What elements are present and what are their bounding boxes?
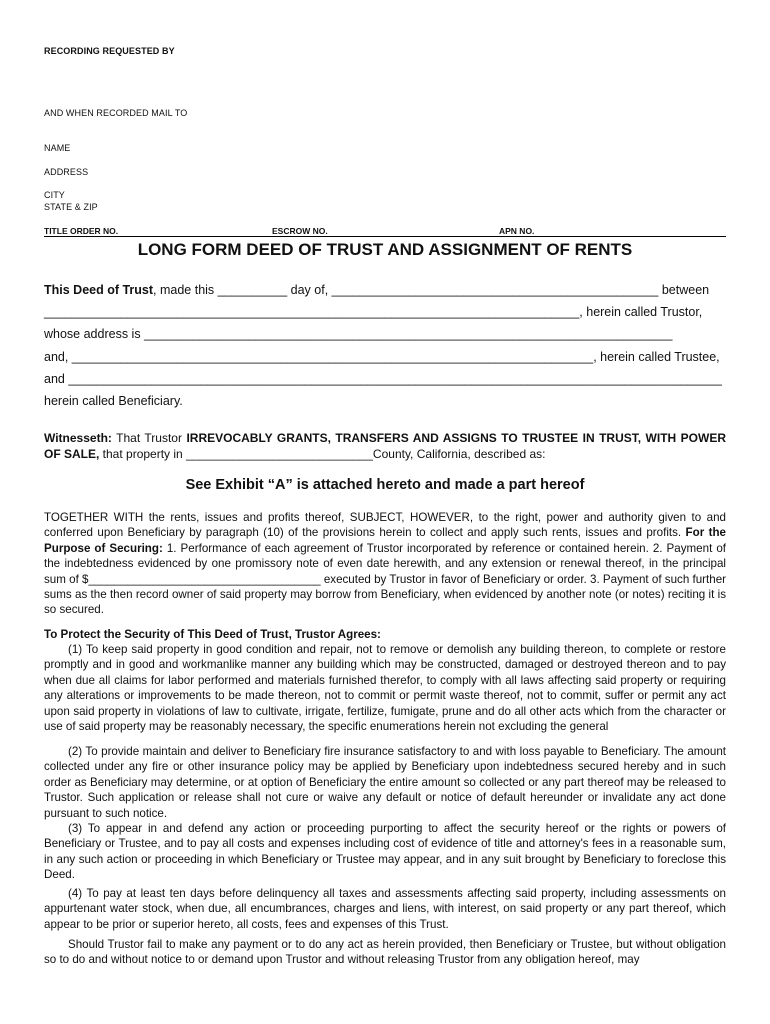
covenant-3-paragraph: (3) To appear in and defend any action or proceeding purporting to affect the security hereof or the rights or powers of Beneficiary or Trustee, and to pay all costs and expenses including cost of evidence of title and attorney's fees in a reasonable sum, in any such action or proceeding in which Beneficiary or Trustee may appear, and in any suit brought by Beneficiary to foreclose this Deed. (44, 822, 726, 882)
when-recorded-mail-to-label: AND WHEN RECORDED MAIL TO (44, 108, 188, 118)
covenant-4-paragraph: (4) To pay at least ten days before delinquency all taxes and assessments affecting said property, including assessments on appurtenant water stock, when due, all encumbrances, charges and liens, with interest, on said property or any part thereof, which appear to be prior or superior hereto, all costs, fees and expenses of this Trust. (44, 887, 726, 931)
covenant-2-paragraph: (2) To provide maintain and deliver to Beneficiary fire insurance satisfactory to and with loss payable to Beneficiary. The amount collected under any fire or other insurance policy may be applied by Beneficiary upon indebtedness secured hereby and in such order as Beneficiary may determine, or at option of Beneficiary the entire amount so collected or any part thereof may be released to Trustor. Such application or release shall not cure or waive any default or notice of default hereunder or invalidate any act done pursuant to such notice. (44, 745, 726, 820)
date-and-between-text: , made this __________ day of, _______________________________________________ between (153, 283, 710, 297)
together-with-text: TOGETHER WITH the rents, issues and profits thereof, SUBJECT, HOWEVER, to the right, power and authority given to and conferred upon Beneficiary by paragraph (10) of the provisions herein to collect and apply such rents, issues and profits. (44, 511, 726, 540)
deed-of-trust-label: This Deed of Trust (44, 283, 154, 297)
beneficiary-line: and ______________________________________________________________________________________________ (44, 372, 722, 386)
covenant-1-paragraph: (1) To keep said property in good condition and repair, not to remove or demolish any building thereon, to complete or restore promptly and in good and workmanlike manner any building which may be constructed, damaged or destroyed thereon and to pay when due all claims for labor performed and materials furnished therefor, to comply with all laws affecting said property or requiring any alterations or improvements to be made thereon, not to commit or permit waste thereof, not to commit, suffer or permit any act upon said property in violations of law to cultivate, irrigate, fertilize, fumigate, prune and do all other acts which from the character or use of said property may be reasonably necessary, the specific enumerations herein not excluding the general (44, 643, 726, 734)
city-label: CITY (44, 190, 65, 200)
together-with-paragraph (44, 510, 726, 618)
deed-parties-line-1 (44, 282, 734, 298)
purpose-of-securing-label: For the Purpose of Securing: (44, 526, 726, 555)
trustor-failure-paragraph: Should Trustor fail to make any payment or to do any act as herein provided, then Beneficiary or Trustee, but without obligation so to do and without notice to or demand upon Trustor and without releasing Trustor from any obligation hereof, may (44, 938, 726, 967)
witnesseth-clause (44, 430, 726, 462)
apn-no-label: APN NO. (499, 226, 535, 236)
trustor-line: _____________________________________________________________________________, herein called Trustor, (44, 305, 703, 319)
grant-clause: IRREVOCABLY GRANTS, TRANSFERS AND ASSIGNS TO TRUSTEE IN TRUST, WITH POWER OF SALE, (44, 431, 726, 461)
witnesseth-text-2: that property in ____________________________County, California, described as: (99, 447, 546, 461)
address-label: ADDRESS (44, 167, 89, 177)
protect-security-heading: To Protect the Security of This Deed of Trust, Trustor Agrees: (44, 628, 381, 641)
title-order-no-label: TITLE ORDER NO. (44, 226, 119, 236)
whose-address-line: whose address is ____________________________________________________________________________ (44, 327, 673, 341)
header-divider (44, 236, 726, 237)
name-label: NAME (44, 143, 71, 153)
recording-requested-by-label: RECORDING REQUESTED BY (44, 46, 175, 56)
herein-called-beneficiary: herein called Beneficiary. (44, 394, 183, 408)
exhibit-a-statement: See Exhibit “A” is attached hereto and made a part hereof (185, 477, 585, 493)
escrow-no-label: ESCROW NO. (272, 226, 328, 236)
purpose-of-securing-text: 1. Performance of each agreement of Trustor incorporated by reference or contained herein. 2. Payment of the indebtedness evidenced by one promissory note of even date herewith, and any extension or renewal thereof, in the principal sum of $____________________________________ executed by Trustor in favor of Beneficiary or order. 3. Payment of such further sums as the then record owner of said property may borrow from Beneficiary, when evidenced by another note (or notes) reciting it is so secured. (44, 541, 726, 617)
document-title: LONG FORM DEED OF TRUST AND ASSIGNMENT OF RENTS (137, 240, 633, 259)
witnesseth-label: Witnesseth: (44, 431, 112, 445)
state-zip-label: STATE & ZIP (44, 202, 98, 212)
witnesseth-text-1: That Trustor (111, 431, 187, 445)
trustee-line: and, ___________________________________________________________________________, herein called Trustee, (44, 350, 720, 364)
